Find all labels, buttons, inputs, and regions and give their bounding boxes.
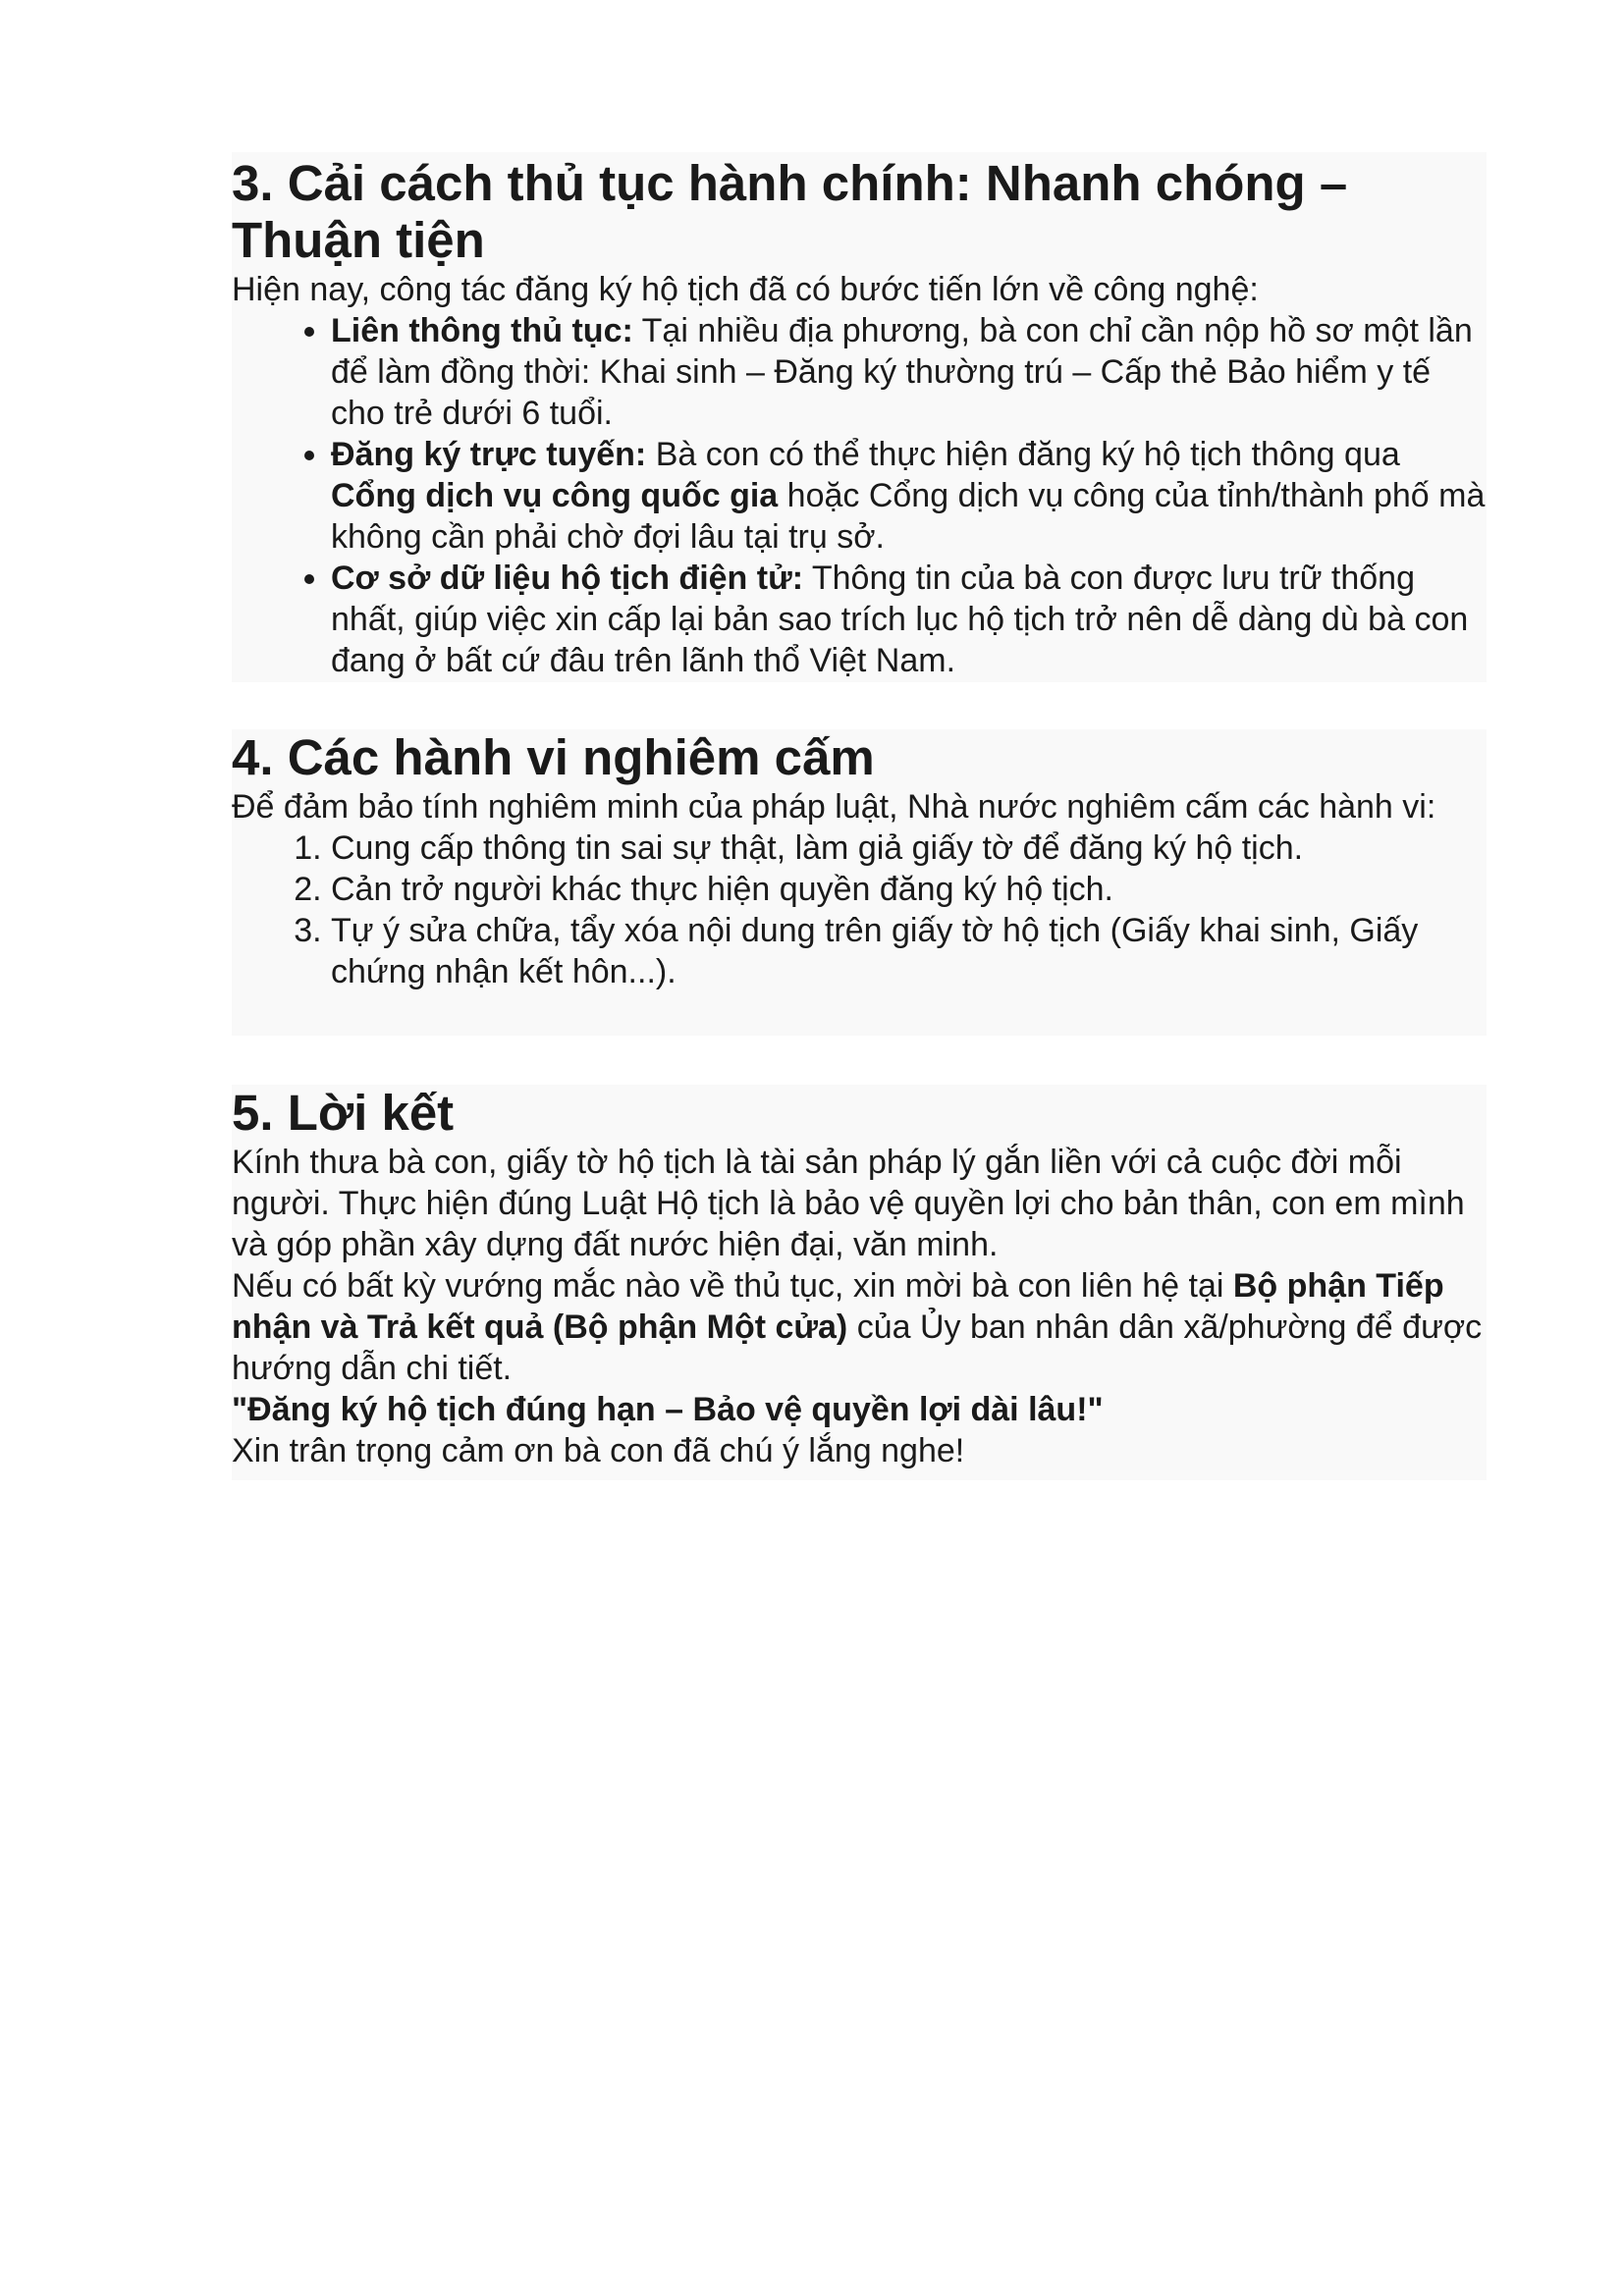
item-bold-text: Cổng dịch vụ công quốc gia <box>331 477 779 514</box>
list-item: 2. Cản trở người khác thực hiện quyền đăng ký hộ tịch. <box>331 869 1487 910</box>
item-text: Tại nhiều địa phương, bà con chỉ cần nộp hồ sơ một lần để làm đồng thời: Khai sinh – Đăng ký thường trú – Cấp thẻ Bảo hiểm y tế cho trẻ dưới 6 tuổi. <box>331 312 1473 432</box>
paragraph-bold-text: Bộ phận Tiếp nhận và Trả kết quả (Bộ phận Một cửa) <box>232 1267 1444 1346</box>
paragraph <box>232 1265 1487 1389</box>
item-text: Thông tin của bà con được lưu trữ thống nhất, giúp việc xin cấp lại bản sao trích lục hộ tịch trở nên dễ dàng dù bà con đang ở bất cứ đâu trên lãnh thổ Việt Nam. <box>331 560 1469 679</box>
section-conclusion <box>232 1085 1487 1480</box>
numbered-list <box>232 828 1487 992</box>
section-heading: 5. Lời kết <box>232 1085 455 1141</box>
section-intro: Hiện nay, công tác đăng ký hộ tịch đã có bước tiến lớn về công nghệ: <box>232 271 1259 308</box>
list-item: 1. Cung cấp thông tin sai sự thật, làm giả giấy tờ để đăng ký hộ tịch. <box>331 828 1487 869</box>
item-text: Bà con có thể thực hiện đăng ký hộ tịch thông qua <box>646 436 1400 473</box>
paragraph-text: của Ủy ban nhân dân xã/phường để được hướng dẫn chi tiết. <box>232 1308 1483 1387</box>
item-text: hoặc Cổng dịch vụ công của tỉnh/thành phố mà không cần phải chờ đợi lâu tại trụ sở. <box>331 477 1486 556</box>
section-heading: 3. Cải cách thủ tục hành chính: Nhanh chóng – Thuận tiện <box>232 155 1348 268</box>
closing-line: Xin trân trọng cảm ơn bà con đã chú ý lắng nghe! <box>232 1432 965 1469</box>
section-heading: 4. Các hành vi nghiêm cấm <box>232 729 875 785</box>
paragraph-text: Nếu có bất kỳ vướng mắc nào về thủ tục, xin mời bà con liên hệ tại <box>232 1267 1233 1305</box>
bullet-list <box>232 310 1487 681</box>
slogan-text: "Đăng ký hộ tịch đúng hạn – Bảo vệ quyền lợi dài lâu!" <box>232 1391 1104 1428</box>
item-bold-label: Cơ sở dữ liệu hộ tịch điện tử: <box>331 560 804 597</box>
paragraph: Kính thưa bà con, giấy tờ hộ tịch là tài sản pháp lý gắn liền với cả cuộc đời mỗi người. Thực hiện đúng Luật Hộ tịch là bảo vệ quyền lợi cho bản thân, con em mình và góp phần xây dựng đất nước hiện đại, văn minh. <box>232 1144 1465 1263</box>
section-administrative-reform <box>232 152 1487 682</box>
item-bold-label: Đăng ký trực tuyến: <box>331 436 647 473</box>
section-intro: Để đảm bảo tính nghiêm minh của pháp luật, Nhà nước nghiêm cấm các hành vi: <box>232 788 1436 826</box>
list-item: 3. Tự ý sửa chữa, tẩy xóa nội dung trên giấy tờ hộ tịch (Giấy khai sinh, Giấy chứng nhận kết hôn...). <box>331 910 1487 992</box>
slogan <box>232 1389 1487 1430</box>
item-bold-label: Liên thông thủ tục: <box>331 312 633 349</box>
section-prohibited-acts <box>232 729 1487 1036</box>
list-item <box>331 310 1487 434</box>
list-item <box>331 434 1487 558</box>
list-item <box>331 558 1487 681</box>
